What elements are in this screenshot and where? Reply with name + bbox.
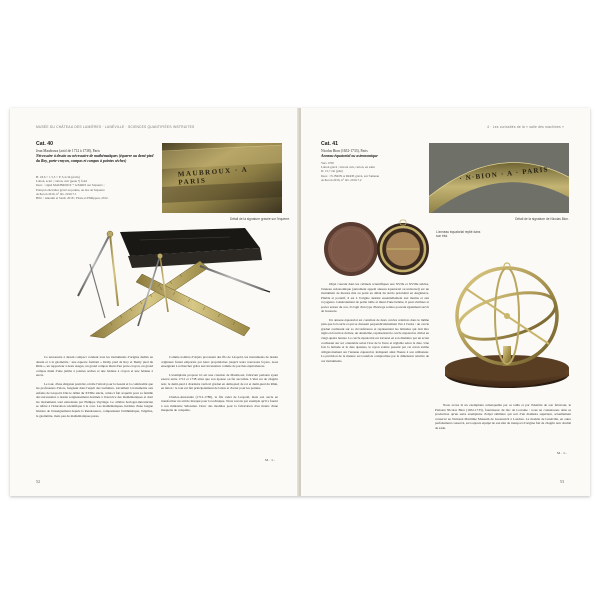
right-running-head: 4 · Les curiosités de la « salle des machines »	[487, 125, 564, 129]
left-maker: Jean Maubroux (actif de 1712 à 1738), Paris	[36, 149, 100, 153]
case-caption: L'anneau équatorial replié dans son étui.	[436, 230, 481, 238]
left-author-initials: M. L.	[265, 458, 276, 462]
left-paragraph: Charles-Alexandre (1712-1780), le fils cadet de Léopold, mais son oncle en transformer un article marqué pour la technique. Nous savons par exemple qu'il a fourni à son ministère Sébastien. Donc des modèles pour la fabrication d'au moins d'une maquette de catapulte.	[161, 394, 278, 413]
left-page-number: 52	[36, 479, 40, 484]
left-photo-caption: Détail de la signature gravée sur l'équerre.	[230, 217, 290, 221]
right-catalogue-number: Cat. 41	[321, 141, 339, 147]
left-object-metadata	[36, 175, 161, 200]
left-running-head: MUSÉE DU CHÂTEAU DES LUMIÈRES · LUNÉVILLE · SCIENCES QUANTIFIÉES INSTRUITES	[36, 125, 195, 129]
right-meta-line: Vers 1700	[321, 161, 334, 165]
left-page	[10, 108, 299, 496]
right-paragraph: Nous avons là un exemplaire remarquable par sa taille et par l'identité de son fabricant, le Parisien Nicolas Bion (1652-1733), fournisseur du duc de Lorraine : nous ne connaissons dans sa production qu'un autre exemplaire d'objet similaire qui soit d'un diamètre supérieur, actuellement conservé au National Maritime Museum de Greenwich à Londres. Le modèle de Lunéville, en outre parfaitement conservé, est toujours équipé de son étui de transport d'origine fait de chagrin noir doublé de satin.	[435, 403, 571, 430]
right-engraving-text: · N·BION · A · PARIS	[458, 165, 550, 183]
right-photo-caption: Détail de la signature de Nicolas Bion.	[515, 217, 569, 221]
left-meta-line: Bibl. : Antonin et Sault, 2018 ; Pirate et Philippon, 2012.	[36, 196, 109, 201]
bion-signature-photo	[429, 143, 569, 213]
left-paragraph: Ce nécessaire à dessin compact contient tous les instruments d'origine dédiés au dessin et à la géométrie : une équerre formant « Demy pied de Roy et Demy pied du Rhin », un rapporteur à deux usages, un grand compas muni d'un porte-crayon, un grand compas muni d'une jambe à pointes sèches et une bédane à crayon et une bédane à encre.	[36, 355, 153, 378]
left-paragraph: Le tour, d'une élégante praticité, révèle l'attrait pour la beauté et la commodité que les professeurs d'alors, baignant dans l'esprit des Lumières, travaillent à transmettre aux enfants de Léopold. Dès le début du XVIIIe siècle, celui-ci fait acquérir pour sa famille des nécessaires à dessin soigneusement destinés à l'exercice des mathématiques et dont les instruments sont entretenus par Philippe Vayringe. Le célèbre horloger-mécanicien se réfère à l'éducation scientifique à la cour. Les mathématiques, héritées d'une longue histoire de l'enseignement depuis la Renaissance, comprennent l'arithmétique, l'algèbre, la géométrie, mais peu de mathématiques pures.	[36, 381, 153, 418]
left-meta-line: Poinçon chevalier gravé au pointe, au dos de l'équerre	[36, 187, 105, 192]
left-meta-line: Laiton, acier ; carton, cuir (peau ?) fond	[36, 179, 87, 184]
right-page-number: 53	[560, 479, 564, 484]
right-meta-line: Achat en 2016, n° inv. 2016.7.2	[321, 177, 362, 182]
left-engraving-text: MAUBROUX · A PARIS	[177, 165, 249, 187]
book-spread	[10, 108, 590, 496]
left-object-title: Nécessaire à dessin ou nécessaire de mathématiques (équerre au demi-pied du Roy, porte-crayon, compas et compas à pointes sèches)	[36, 154, 154, 163]
right-paragraph: Objet courant dans les cabinets scientifiques aux XVIIe et XVIIIe siècles, l'anneau astronomique (autrement appelé anneau équatorial ou universel) est un instrument de mesure mis au point au début du siècle précédent en Angleterre. Pliable et portatif, il est à l'origine destiné essentiellement aux marins et aux voyageurs. Généralement de petite taille et muni d'une bélière, il peut s'utiliser et porter autour du cou. Il s'agit d'un type d'horloge solaire pouvant également servir de boussole.	[321, 282, 429, 314]
signature-detail-photo	[162, 143, 282, 213]
right-paragraph: Un anneau équatorial est constitué de deux cercles relatives dans le même plan que la boucle et qui se dressent perpendiculairement l'un à l'autre : un cercle gradué coulissant sur sa circonférence et représentant les latitudes qui doit être réglé en fonction du lieu, un deuxième, représentant le cercle équatorial, divisé en vingt-quatre heures. Le cercle équatorial est traversé en son diamètre par un écran coulissant sur soi orientable selon l'axe de la Terre et réglable selon la date. Une fois la latitude et la date ajustées, le rayon solaire passant par cet écran tombe obligatoirement sur l'anneau équatorial, indiquant ainsi l'heure à son utilisateur. La précision de la mesure est toutefois compromise par la dimension relative de ces instruments.	[321, 317, 429, 363]
left-meta-line: Inscr. : signé MAUBROUX * A PARIS sur l'équerre ;	[36, 183, 105, 188]
left-meta-line: Achat en 2016, n° inv. 2016.7.1	[36, 191, 77, 196]
left-body-column-1	[36, 355, 153, 422]
equatorial-ring-photo	[435, 258, 575, 398]
drawing-set-photo	[50, 226, 275, 344]
right-body-column-2	[435, 403, 571, 434]
left-paragraph: Comme nombre d'objets provenant des fils de Léopold, les instruments de dessin originaux furent emportés par leurs propriétaires jusqu'à leurs nouveaux foyers, nous enseignant à rechercher grâce aux inventaires comme de porches équivalences.	[161, 355, 278, 369]
right-page	[301, 108, 590, 496]
right-author-initials: M. L.	[557, 451, 568, 455]
left-meta-line: H. 18,6 × l. 5,5 × P. 3,4 cm (écrin)	[36, 175, 80, 179]
left-body-column-2	[161, 355, 278, 417]
right-object-title: Anneau équatorial ou astronomique	[321, 154, 378, 158]
case-photo	[321, 218, 433, 278]
right-meta-line: Laiton gravé ; étui en cuir, carton, en satin	[321, 165, 375, 170]
right-maker: Nicolas Bion (1652-1733), Paris	[321, 149, 368, 153]
right-object-metadata	[321, 161, 421, 182]
left-paragraph: L'exemplaire proposé ici est une création de Maubroux, fabricant parisien ayant exercé entre 1712 et 1738 ainsi que son épouse ou fut succédée. L'étui est de chagrin noir, le demi-pied à charnière vertical gradué en demi-pied de roi et demi-pied du Rhin, en laiton : le tout est fait principalement de laiton et d'acier pour les pointes.	[161, 372, 278, 391]
right-body-column-1	[321, 282, 429, 367]
right-meta-line: D. 15,7 cm (plié)	[321, 169, 343, 174]
right-meta-line: Inscr. : N. BION A PARIS gravé, sur l'anneau	[321, 173, 380, 178]
left-catalogue-number: Cat. 40	[36, 141, 54, 147]
